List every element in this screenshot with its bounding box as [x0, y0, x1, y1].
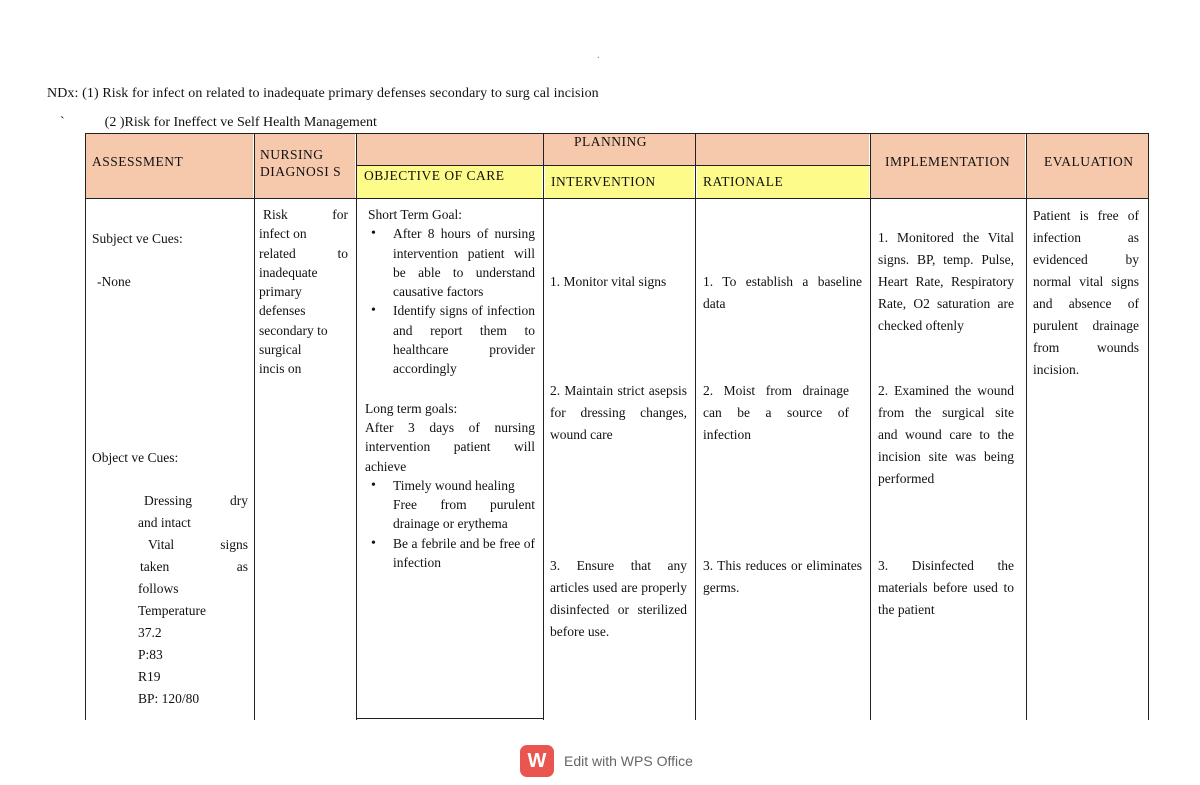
- short-term-goal-item: • After 8 hours of nursing intervention patient will be able to understand causative factors: [365, 224, 535, 301]
- short-term-goal-item: • Identify signs of infection and report them to healthcare provider accordingly: [365, 301, 535, 378]
- subjective-cues-value: -None: [97, 274, 131, 289]
- header-bottom-border: [85, 198, 1149, 199]
- header-planning: PLANNING: [574, 134, 647, 149]
- col-border: [85, 133, 86, 720]
- col-border: [543, 165, 544, 720]
- header-assessment: ASSESSMENT: [92, 154, 184, 169]
- header-nursing-diagnosis: NURSING DIAGNOSI S: [260, 147, 342, 179]
- assessment-line: Dressing dry: [144, 493, 248, 508]
- implementation-item: 1. Monitored the Vital signs. BP, temp. Pulse, Heart Rate, Respiratory Rate, O2 saturation are checked oftenly: [878, 230, 1014, 333]
- diagnosis-line: infect on: [259, 226, 307, 242]
- rationale-item: 3. This reduces or eliminates germs.: [703, 558, 862, 595]
- evaluation-text: Patient is free of infection as evidenced by normal vital signs and absence of purulent drainage from wounds incision.: [1033, 208, 1139, 377]
- col-border: [1148, 133, 1149, 720]
- assessment-line: follows: [138, 581, 179, 596]
- header-rationale: RATIONALE: [703, 174, 784, 189]
- nursing-diagnosis-1: NDx: (1) Risk for infect on related to inadequate primary defenses secondary to surg cal incision: [47, 86, 599, 101]
- diagnosis-line: secondary to: [259, 322, 328, 338]
- diagnosis-line: Risk for: [263, 207, 348, 222]
- wps-edit-badge[interactable]: [520, 745, 693, 777]
- col-border: [543, 133, 544, 166]
- col-border: [254, 133, 255, 720]
- assessment-line: 37.2: [138, 625, 162, 640]
- header-evaluation: EVALUATION: [1044, 154, 1134, 169]
- assessment-line: R19: [138, 669, 161, 684]
- implementation-item: 3. Disinfected the materials before used to the patient: [878, 558, 1014, 617]
- diagnosis-line: primary: [259, 284, 302, 300]
- assessment-line: and intact: [138, 515, 191, 530]
- long-term-goal-item: • Timely wound healing Free from purulent drainage or erythema: [365, 476, 535, 534]
- header-implementation: IMPLEMENTATION: [885, 154, 1011, 169]
- wps-logo-icon: W: [520, 745, 554, 777]
- intervention-item: 3. Ensure that any articles used are properly disinfected or sterilized before use.: [550, 558, 687, 639]
- assessment-line: Temperature: [138, 603, 207, 618]
- col-border: [695, 165, 696, 720]
- header-intervention: INTERVENTION: [551, 174, 656, 189]
- long-term-goal-text: After 3 days of nursing intervention patient will achieve: [365, 419, 535, 474]
- diagnosis-line: surgical: [259, 342, 302, 358]
- subjective-cues-label: Subject ve Cues:: [92, 231, 183, 246]
- page-mark: .: [597, 50, 600, 61]
- wps-edit-label: Edit with WPS Office: [564, 753, 693, 769]
- intervention-item: 1. Monitor vital signs: [550, 274, 667, 289]
- objective-cues-label: Object ve Cues:: [92, 450, 179, 465]
- assessment-line: Vital signs: [148, 537, 248, 552]
- backtick-mark: `: [60, 115, 65, 130]
- long-term-goal-item: • Be a febrile and be free of infection: [365, 534, 535, 573]
- col-border: [695, 133, 696, 166]
- diagnosis-line: defenses: [259, 303, 306, 319]
- table-bottom-border: [356, 718, 544, 719]
- assessment-line: P:83: [138, 647, 163, 662]
- col-border: [870, 133, 871, 720]
- header-objective-of-care: OBJECTIVE OF CARE: [364, 168, 505, 183]
- assessment-line: BP: 120/80: [138, 691, 200, 706]
- long-term-goal-label: Long term goals:: [365, 400, 458, 416]
- objective-cues-list: [138, 490, 248, 710]
- objective-of-care: [365, 205, 535, 572]
- implementation-item: 2. Examined the wound from the surgical site and wound care to the incision site was being performed: [878, 383, 1014, 486]
- diagnosis-line: inadequate: [259, 264, 318, 280]
- planning-divider: [356, 165, 870, 166]
- rationale-item: 1. To establish a baseline data: [703, 274, 862, 311]
- col-border: [1026, 133, 1027, 720]
- short-term-goal-label: Short Term Goal:: [368, 207, 463, 222]
- assessment-line: taken as: [140, 559, 248, 574]
- nursing-diagnosis-2: (2 )Risk for Ineffect ve Self Health Management: [104, 115, 377, 130]
- col-border: [356, 133, 357, 720]
- diagnosis-text: [259, 205, 348, 379]
- rationale-item: 2. Moist from drainage can be a source of infection: [703, 383, 849, 442]
- diagnosis-line: related to: [259, 245, 348, 261]
- intervention-item: 2. Maintain strict asepsis for dressing changes, wound care: [550, 383, 687, 442]
- diagnosis-line: incis on: [259, 361, 302, 377]
- nursing-diagnosis-2-row: [60, 115, 377, 131]
